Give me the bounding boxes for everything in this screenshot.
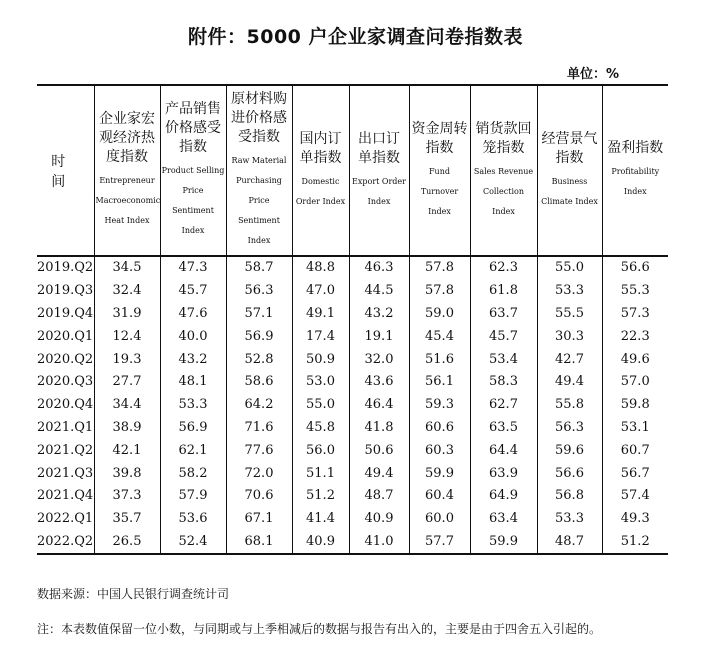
value-cell: 57.3	[602, 303, 668, 326]
value-cell: 63.7	[470, 303, 537, 326]
value-cell: 57.4	[602, 485, 668, 508]
value-cell: 41.8	[349, 417, 409, 440]
value-cell: 22.3	[602, 325, 668, 348]
table-row	[37, 417, 668, 440]
period-cell: 2021.Q4	[37, 485, 94, 508]
value-cell: 56.8	[537, 485, 602, 508]
period-cell: 2022.Q1	[37, 508, 94, 531]
value-cell: 57.8	[409, 280, 470, 303]
table-row	[37, 394, 668, 417]
value-cell: 59.3	[409, 394, 470, 417]
index-table	[37, 84, 668, 555]
value-cell: 57.0	[602, 371, 668, 394]
value-cell: 48.7	[537, 531, 602, 555]
time-column-header: 时 间	[37, 85, 94, 256]
value-cell: 27.7	[94, 371, 160, 394]
value-cell: 50.6	[349, 439, 409, 462]
value-cell: 55.8	[537, 394, 602, 417]
value-cell: 60.0	[409, 508, 470, 531]
table-row	[37, 371, 668, 394]
value-cell: 49.4	[537, 371, 602, 394]
header-row	[37, 85, 668, 256]
value-cell: 32.0	[349, 348, 409, 371]
value-cell: 52.4	[160, 531, 226, 555]
table-body	[37, 256, 668, 554]
column-header: 销货款回笼指数 Sales Revenue Collection Index	[470, 85, 537, 256]
value-cell: 53.3	[537, 508, 602, 531]
value-cell: 63.4	[470, 508, 537, 531]
period-cell: 2020.Q2	[37, 348, 94, 371]
value-cell: 43.2	[160, 348, 226, 371]
value-cell: 57.1	[226, 303, 292, 326]
value-cell: 19.1	[349, 325, 409, 348]
value-cell: 45.7	[470, 325, 537, 348]
value-cell: 40.9	[292, 531, 349, 555]
value-cell: 62.7	[470, 394, 537, 417]
column-header: 资金周转指数 Fund Turnover Index	[409, 85, 470, 256]
value-cell: 42.1	[94, 439, 160, 462]
column-header: 产品销售价格感受指数 Product Selling Price Sentiment Index	[160, 85, 226, 256]
value-cell: 63.5	[470, 417, 537, 440]
value-cell: 41.4	[292, 508, 349, 531]
value-cell: 43.2	[349, 303, 409, 326]
value-cell: 51.1	[292, 462, 349, 485]
value-cell: 51.2	[292, 485, 349, 508]
period-cell: 2021.Q2	[37, 439, 94, 462]
period-cell: 2020.Q3	[37, 371, 94, 394]
value-cell: 53.3	[160, 394, 226, 417]
period-cell: 2020.Q1	[37, 325, 94, 348]
column-header: 原材料购进价格感受指数 Raw Material Purchasing Price Sentiment Index	[226, 85, 292, 256]
value-cell: 62.3	[470, 256, 537, 280]
value-cell: 58.3	[470, 371, 537, 394]
value-cell: 57.7	[409, 531, 470, 555]
value-cell: 59.0	[409, 303, 470, 326]
value-cell: 39.8	[94, 462, 160, 485]
value-cell: 72.0	[226, 462, 292, 485]
value-cell: 34.4	[94, 394, 160, 417]
value-cell: 60.7	[602, 439, 668, 462]
source-note: 数据来源：中国人民银行调查统计司	[37, 587, 230, 601]
table-row	[37, 303, 668, 326]
value-cell: 59.9	[470, 531, 537, 555]
value-cell: 61.8	[470, 280, 537, 303]
value-cell: 51.2	[602, 531, 668, 555]
value-cell: 53.6	[160, 508, 226, 531]
value-cell: 60.3	[409, 439, 470, 462]
value-cell: 40.9	[349, 508, 409, 531]
period-cell: 2019.Q3	[37, 280, 94, 303]
value-cell: 46.3	[349, 256, 409, 280]
value-cell: 62.1	[160, 439, 226, 462]
period-cell: 2022.Q2	[37, 531, 94, 555]
page-title: 附件：5000 户企业家调查问卷指数表	[188, 26, 523, 48]
value-cell: 37.3	[94, 485, 160, 508]
period-cell: 2020.Q4	[37, 394, 94, 417]
value-cell: 45.7	[160, 280, 226, 303]
value-cell: 44.5	[349, 280, 409, 303]
value-cell: 56.6	[602, 256, 668, 280]
value-cell: 49.3	[602, 508, 668, 531]
value-cell: 35.7	[94, 508, 160, 531]
value-cell: 56.3	[537, 417, 602, 440]
value-cell: 59.8	[602, 394, 668, 417]
value-cell: 34.5	[94, 256, 160, 280]
value-cell: 71.6	[226, 417, 292, 440]
value-cell: 53.0	[292, 371, 349, 394]
value-cell: 50.9	[292, 348, 349, 371]
table-row	[37, 325, 668, 348]
value-cell: 49.1	[292, 303, 349, 326]
value-cell: 46.4	[349, 394, 409, 417]
value-cell: 59.9	[409, 462, 470, 485]
value-cell: 70.6	[226, 485, 292, 508]
value-cell: 52.8	[226, 348, 292, 371]
period-cell: 2021.Q3	[37, 462, 94, 485]
value-cell: 40.0	[160, 325, 226, 348]
value-cell: 56.6	[537, 462, 602, 485]
period-cell: 2019.Q2	[37, 256, 94, 280]
value-cell: 45.4	[409, 325, 470, 348]
value-cell: 57.9	[160, 485, 226, 508]
value-cell: 56.7	[602, 462, 668, 485]
value-cell: 59.6	[537, 439, 602, 462]
value-cell: 58.2	[160, 462, 226, 485]
value-cell: 58.7	[226, 256, 292, 280]
value-cell: 53.1	[602, 417, 668, 440]
value-cell: 56.1	[409, 371, 470, 394]
value-cell: 42.7	[537, 348, 602, 371]
value-cell: 30.3	[537, 325, 602, 348]
value-cell: 55.0	[292, 394, 349, 417]
value-cell: 56.9	[226, 325, 292, 348]
value-cell: 19.3	[94, 348, 160, 371]
column-header: 经营景气指数 Business Climate Index	[537, 85, 602, 256]
footnote: 注：本表数值保留一位小数，与同期或与上季相减后的数据与报告有出入的，主要是由于四舍五入引起的。	[37, 622, 602, 636]
value-cell: 53.4	[470, 348, 537, 371]
table-row	[37, 348, 668, 371]
value-cell: 48.7	[349, 485, 409, 508]
table-row	[37, 256, 668, 280]
value-cell: 45.8	[292, 417, 349, 440]
column-header: 国内订单指数 Domestic Order Index	[292, 85, 349, 256]
value-cell: 63.9	[470, 462, 537, 485]
value-cell: 56.0	[292, 439, 349, 462]
value-cell: 57.8	[409, 256, 470, 280]
column-header: 盈利指数 Profitability Index	[602, 85, 668, 256]
value-cell: 47.3	[160, 256, 226, 280]
table-row	[37, 439, 668, 462]
column-header: 出口订单指数 Export Order Index	[349, 85, 409, 256]
period-cell: 2021.Q1	[37, 417, 94, 440]
value-cell: 68.1	[226, 531, 292, 555]
value-cell: 51.6	[409, 348, 470, 371]
value-cell: 56.3	[226, 280, 292, 303]
value-cell: 55.3	[602, 280, 668, 303]
column-header: 企业家宏观经济热度指数 Entrepreneur Macroeconomic Heat Index	[94, 85, 160, 256]
value-cell: 58.6	[226, 371, 292, 394]
value-cell: 49.6	[602, 348, 668, 371]
table-row	[37, 462, 668, 485]
table-row	[37, 280, 668, 303]
value-cell: 64.9	[470, 485, 537, 508]
value-cell: 48.1	[160, 371, 226, 394]
value-cell: 49.4	[349, 462, 409, 485]
value-cell: 12.4	[94, 325, 160, 348]
table-row	[37, 531, 668, 555]
value-cell: 31.9	[94, 303, 160, 326]
value-cell: 43.6	[349, 371, 409, 394]
value-cell: 17.4	[292, 325, 349, 348]
value-cell: 55.5	[537, 303, 602, 326]
table-row	[37, 508, 668, 531]
value-cell: 56.9	[160, 417, 226, 440]
value-cell: 67.1	[226, 508, 292, 531]
value-cell: 55.0	[537, 256, 602, 280]
table-row	[37, 485, 668, 508]
value-cell: 38.9	[94, 417, 160, 440]
value-cell: 53.3	[537, 280, 602, 303]
value-cell: 26.5	[94, 531, 160, 555]
value-cell: 64.2	[226, 394, 292, 417]
value-cell: 60.4	[409, 485, 470, 508]
value-cell: 77.6	[226, 439, 292, 462]
value-cell: 47.6	[160, 303, 226, 326]
value-cell: 32.4	[94, 280, 160, 303]
value-cell: 48.8	[292, 256, 349, 280]
value-cell: 47.0	[292, 280, 349, 303]
value-cell: 41.0	[349, 531, 409, 555]
unit-label: 单位：%	[566, 67, 619, 82]
value-cell: 60.6	[409, 417, 470, 440]
value-cell: 64.4	[470, 439, 537, 462]
period-cell: 2019.Q4	[37, 303, 94, 326]
